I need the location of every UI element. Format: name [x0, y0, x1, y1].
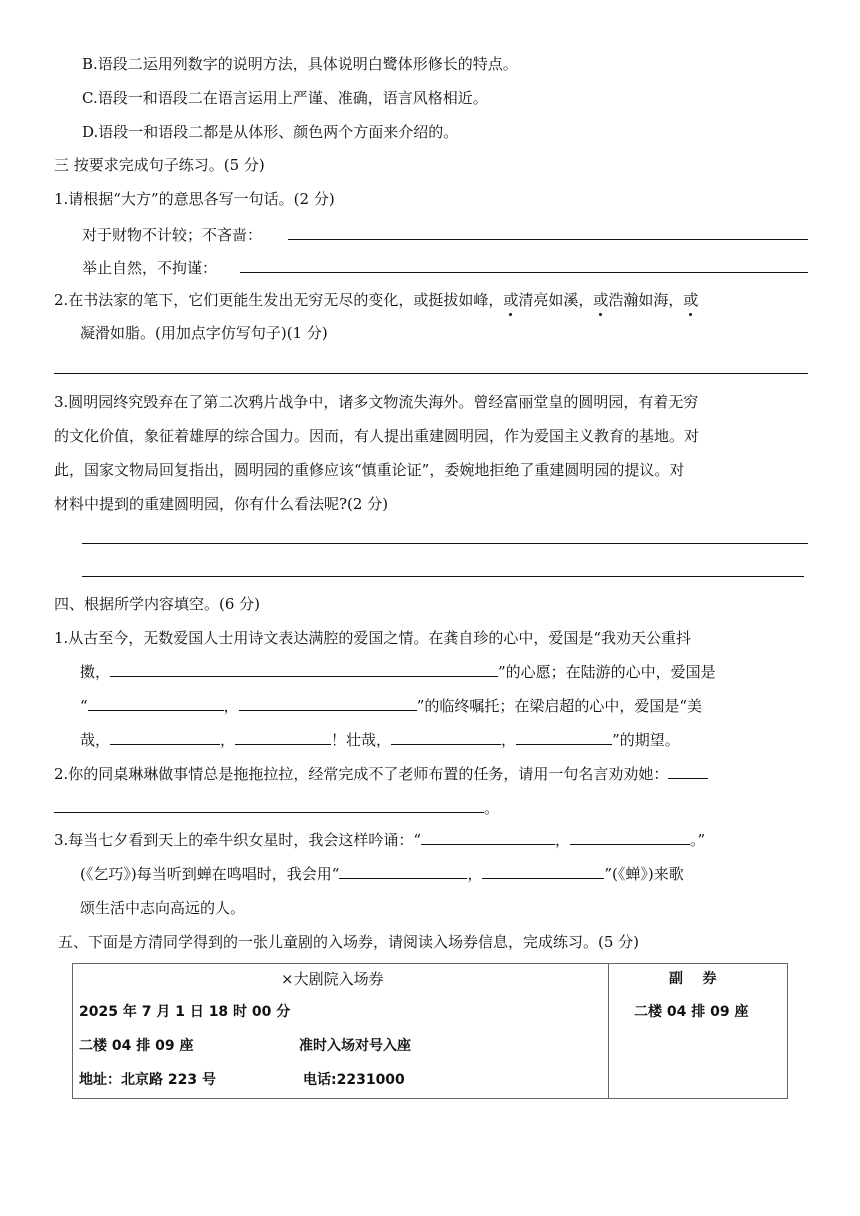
ticket-notice: 准时入场对号入座 [299, 1038, 411, 1054]
text: “ [80, 697, 88, 715]
section4-q3-line2 [80, 864, 684, 884]
fill-blank[interactable] [88, 696, 224, 711]
q2-text-a: 2.在书法家的笔下，它们更能生发出无穷无尽的变化，或挺拔如峰， [54, 291, 504, 309]
ticket-divider [608, 964, 609, 1098]
section3-title: 三 按要求完成句子练习。(5 分) [54, 156, 265, 174]
answer-line-q1-a[interactable] [288, 239, 808, 240]
text: 2.你的同桌琳琳做事情总是拖拖拉拉，经常完成不了老师布置的任务，请用一句名言劝劝她： [54, 765, 669, 783]
fill-blank[interactable] [570, 830, 690, 845]
text: ”的心愿；在陆游的心中，爱国是 [498, 663, 716, 681]
option-b: B.语段二运用列数字的说明方法，具体说明白鹭体形修长的特点。 [82, 55, 518, 73]
section4-q3-line1 [54, 830, 705, 850]
section3-q3-line2: 的文化价值，象征着雄厚的综合国力。因而，有人提出重建圆明园，作为爱国主义教育的基地。对 [54, 427, 700, 445]
q2-text-c: 浩瀚如海， [608, 291, 684, 309]
section3-q2-line2: 凝滑如脂。(用加点字仿写句子)(1 分) [80, 324, 328, 342]
ticket-datetime: 2025 年 7 月 1 日 18 时 00 分 [79, 1004, 291, 1020]
section4-title: 四、根据所学内容填空。(6 分) [54, 595, 261, 613]
fill-blank[interactable] [339, 864, 467, 879]
answer-line-q2[interactable] [54, 373, 808, 374]
text: ， [501, 731, 517, 749]
answer-line-q1-b[interactable] [240, 272, 808, 273]
ticket-header: ×大剧院入场券 [281, 970, 384, 988]
section4-q3-line3: 颂生活中志向高远的人。 [80, 899, 246, 917]
ticket-address: 地址：北京路 223 号 [79, 1072, 216, 1088]
fill-blank[interactable] [110, 662, 498, 677]
section4-q1-line2 [80, 662, 716, 682]
section3-q2-line1 [54, 290, 698, 310]
section3-q3-line4: 材料中提到的重建圆明园，你有什么看法呢?(2 分) [54, 495, 389, 513]
text: 擞， [80, 663, 111, 681]
fill-blank[interactable] [239, 696, 417, 711]
fill-blank[interactable] [54, 798, 484, 813]
section3-q1: 1.请根据“大方”的意思各写一句话。(2 分) [54, 190, 335, 208]
section3-q3-line1: 3.圆明园终究毁弃在了第二次鸦片战争中，诸多文物流失海外。曾经富丽堂皇的圆明园，有着无穷 [54, 393, 699, 411]
fill-blank[interactable] [235, 730, 331, 745]
section3-q1-b-label: 举止自然，不拘谨： [82, 259, 218, 277]
ticket-stub-title: 副 券 [669, 971, 717, 987]
section4-q1-line3 [80, 696, 702, 716]
fill-blank[interactable] [668, 764, 708, 779]
text: 哉， [80, 731, 111, 749]
section4-q2-line1 [54, 764, 708, 784]
section4-q1-line4 [80, 730, 680, 750]
option-d: D.语段一和语段二都是从体形、颜色两个方面来介绍的。 [82, 123, 459, 141]
ticket-phone: 电话:2231000 [303, 1072, 405, 1088]
text: ， [223, 697, 239, 715]
section3-q1-a-label: 对于财物不计较；不吝啬： [82, 226, 263, 244]
text: ”的临终嘱托；在梁启超的心中，爱国是“美 [416, 697, 703, 715]
text: (《乞巧》)每当听到蝉在鸣唱时，我会用“ [80, 865, 340, 883]
text: ， [220, 731, 236, 749]
answer-line-q3-1[interactable] [82, 543, 808, 544]
fill-blank[interactable] [421, 830, 555, 845]
ticket [72, 963, 788, 1099]
ticket-seat: 二楼 04 排 09 座 [79, 1038, 194, 1054]
dotted-char: 或 [683, 291, 699, 309]
section3-q3-line3: 此，国家文物局回复指出，圆明园的重修应该“慎重论证”，委婉地拒绝了重建圆明园的提议。对 [54, 461, 685, 479]
text: ！壮哉， [331, 731, 392, 749]
text: 。 [484, 799, 500, 817]
text: ， [554, 831, 570, 849]
dotted-char: 或 [503, 291, 519, 309]
section5-title: 五、下面是方清同学得到的一张儿童剧的入场券，请阅读入场券信息，完成练习。(5 分) [58, 933, 640, 951]
ticket-stub-seat: 二楼 04 排 09 座 [634, 1004, 749, 1020]
fill-blank[interactable] [516, 730, 612, 745]
fill-blank[interactable] [482, 864, 604, 879]
fill-blank[interactable] [391, 730, 501, 745]
answer-line-q3-2[interactable] [82, 576, 804, 577]
option-c: C.语段一和语段二在语言运用上严谨、准确，语言风格相近。 [82, 89, 488, 107]
section4-q2-line2 [54, 798, 499, 818]
q2-text-b: 清亮如溪， [518, 291, 594, 309]
text: 3.每当七夕看到天上的牵牛织女星时，我会这样吟诵：“ [54, 831, 421, 849]
dotted-char: 或 [593, 291, 609, 309]
text: ”的期望。 [612, 731, 680, 749]
section4-q1-line1: 1.从古至今，无数爱国人士用诗文表达满腔的爱国之情。在龚自珍的心中，爱国是“我劝天公重抖 [54, 629, 691, 647]
text: ”(《蝉》)来歌 [604, 865, 684, 883]
text: ， [467, 865, 483, 883]
text: 。” [690, 831, 706, 849]
fill-blank[interactable] [110, 730, 220, 745]
